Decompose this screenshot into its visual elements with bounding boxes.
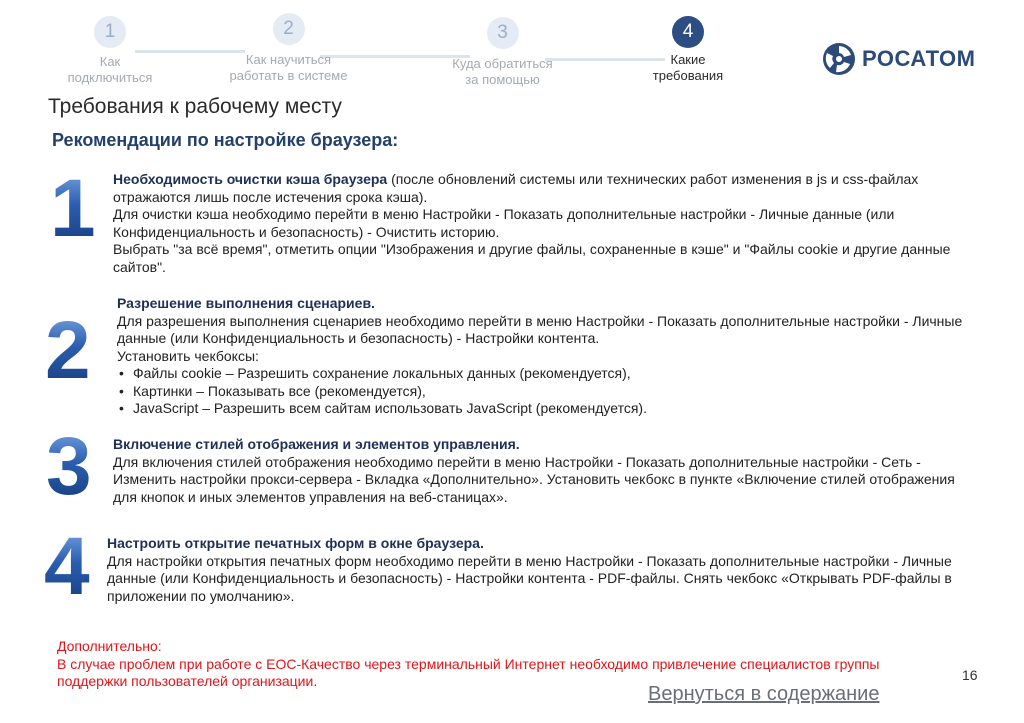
logo-text: РОСАТОМ bbox=[862, 46, 976, 71]
section-1-line: Выбрать "за всё время", отметить опции "Изображения и другие файлы, сохраненные в кэше" и "Файлы cookie и другие данные сайтов". bbox=[113, 241, 951, 275]
note-text: В случае проблем при работе с ЕОС-Качество через терминальный Интернет необходимо привлечение специалистов группы поддержки пользователей организации. bbox=[57, 655, 880, 689]
list-item: • JavaScript – Разрешить всем сайтам использовать JavaScript (рекомендуется). bbox=[119, 400, 967, 418]
list-item: • Файлы cookie – Разрешить сохранение локальных данных (рекомендуется), bbox=[119, 365, 967, 383]
step-4[interactable] bbox=[640, 16, 736, 84]
step-number: 3 bbox=[487, 17, 519, 49]
step-label: Какие требования bbox=[652, 52, 724, 83]
list-item: • Картинки – Показывать все (рекомендуется), bbox=[119, 383, 967, 401]
section-2-line: Установить чекбоксы: bbox=[117, 347, 259, 364]
section-number-1: 1 bbox=[50, 163, 96, 254]
back-to-contents-link[interactable]: Вернуться в содержание bbox=[648, 683, 880, 705]
section-1 bbox=[113, 171, 971, 276]
section-4-line: Для настройки открытия печатных форм необходимо перейти в меню Настройки - Показать дополнительные настройки - Личные данные (или Конфиденциальность и безопасность) - Настройки контента - PDF-файлы. Снять чекбокс «Открывать PDF-файлы в приложении по умолчанию». bbox=[107, 552, 952, 604]
section-number-4: 4 bbox=[44, 521, 90, 612]
step-number: 2 bbox=[273, 13, 305, 45]
section-1-heading: Необходимость очистки кэша браузера (после обновлений системы или технических работ изменения в js и css-файлах отражаются лишь после истечения срока кэша). bbox=[113, 171, 919, 205]
step-1[interactable] bbox=[60, 16, 160, 86]
step-label: Как научиться работать в системе bbox=[229, 52, 348, 83]
section-4 bbox=[107, 535, 967, 605]
step-number: 1 bbox=[94, 16, 126, 48]
section-2 bbox=[117, 295, 967, 418]
section-1-line: Для очистки кэша необходимо перейти в меню Настройки - Показать дополнительные настройки - Личные данные (или Конфиденциальность и безопасность) - Очистить историю. bbox=[113, 206, 895, 240]
checkbox-list bbox=[117, 365, 967, 418]
atom-emblem-icon bbox=[822, 42, 856, 76]
section-3-line: Для включения стилей отображения необходимо перейти в меню Настройки - Показать дополнительные настройки - Сеть - Изменить настройки прокси-сервера - Вкладка «Дополнительно». Установить чекбокс в пункте «Включение стилей отображения для кнопок и иных элементов управления на веб-станицах». bbox=[113, 453, 955, 505]
section-subtitle: Рекомендации по настройке браузера: bbox=[52, 130, 399, 150]
section-4-heading: Настроить открытие печатных форм в окне браузера. bbox=[107, 535, 484, 551]
section-2-line: Для разрешения выполнения сценариев необходимо перейти в меню Настройки - Показать дополнительные настройки - Личные данные (или Конфиденциальность и безопасность) - Настройки контента. bbox=[117, 312, 963, 346]
rosatom-logo bbox=[822, 42, 975, 76]
page-number: 16 bbox=[962, 667, 978, 683]
section-3 bbox=[113, 436, 963, 506]
page-title: Требования к рабочему месту bbox=[48, 95, 342, 118]
step-2[interactable] bbox=[216, 13, 361, 84]
section-3-heading: Включение стилей отображения и элементов управления. bbox=[113, 436, 520, 452]
step-label: Куда обратиться за помощью bbox=[452, 56, 553, 87]
step-label: Как подключиться bbox=[67, 54, 153, 85]
section-number-3: 3 bbox=[46, 421, 92, 512]
note-title: Дополнительно: bbox=[57, 638, 162, 654]
step-3[interactable] bbox=[440, 17, 565, 88]
step-number: 4 bbox=[672, 16, 704, 48]
section-number-2: 2 bbox=[45, 305, 91, 396]
section-2-heading: Разрешение выполнения сценариев. bbox=[117, 295, 375, 311]
